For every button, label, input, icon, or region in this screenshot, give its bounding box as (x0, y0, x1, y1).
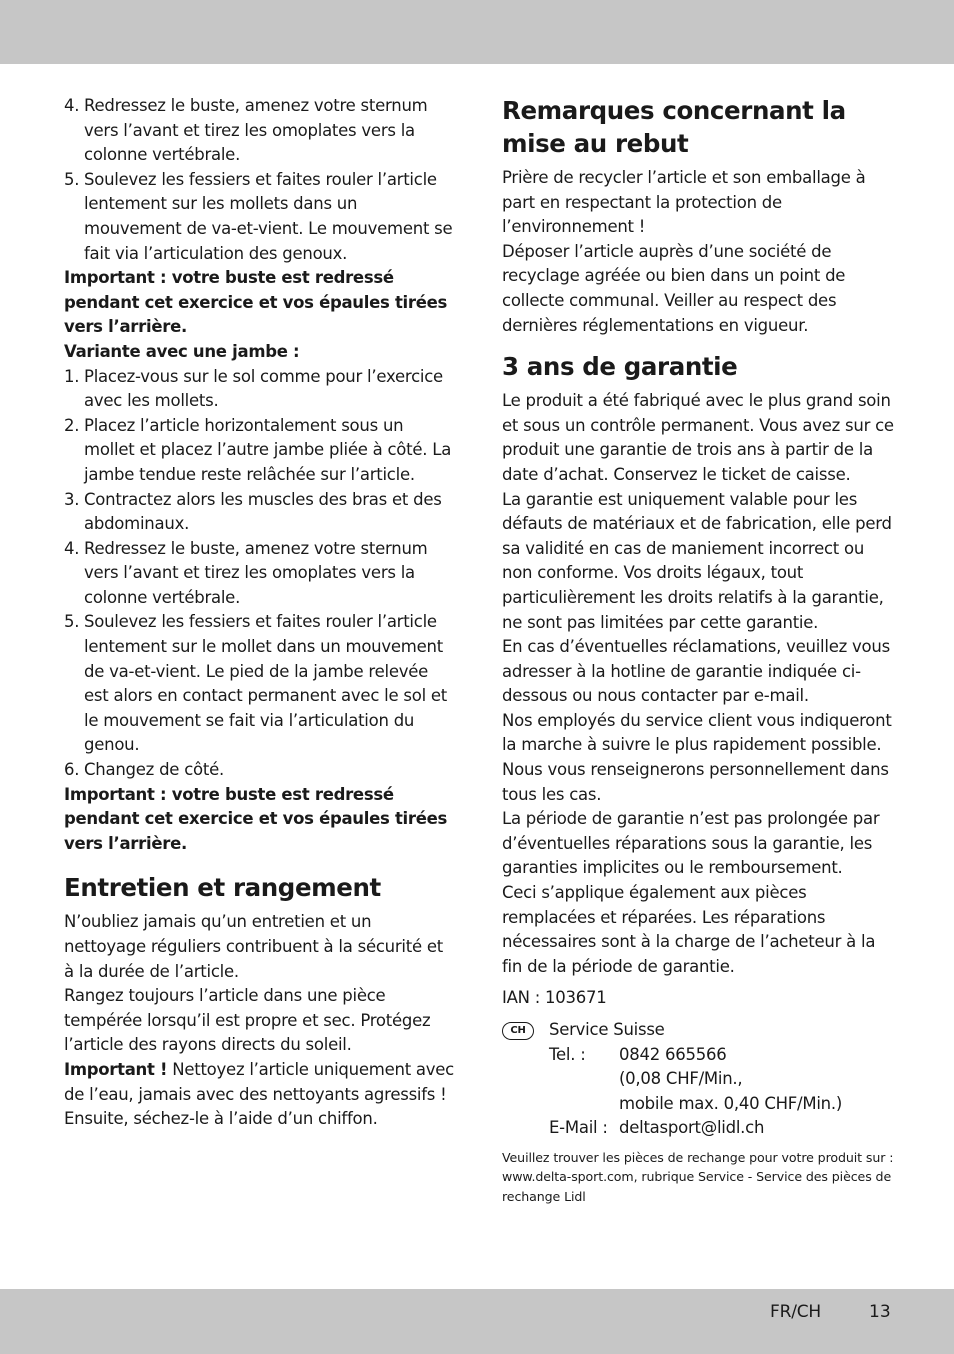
list-item (64, 610, 454, 758)
phone-label: Tel. : (549, 1044, 586, 1064)
paragraph-important (64, 1058, 454, 1132)
paragraph: Rangez toujours l’article dans une pièce tempérée lorsqu’il est propre et sec. Protégez l’article des rayons directs du soleil. (64, 986, 431, 1055)
paragraph: Déposer l’article auprès d’une société de recyclage agréée ou bien dans un point de collecte communal. Veiller au respect des dernières réglementations en vigueur. (502, 241, 846, 335)
section-title-garantie: 3 ans de garantie (502, 352, 738, 382)
step-number: 4. (64, 538, 80, 558)
list-item (64, 488, 454, 537)
email-label: E-Mail : (549, 1118, 608, 1138)
variant-title: Variante avec une jambe : (64, 341, 300, 361)
service-name: Service Suisse (549, 1020, 665, 1039)
important-text: Nettoyez l’article uniquement avec de l’eau, jamais avec des nettoyants agressifs ! Ensuite, séchez-le à l’aide d’un chiffon. (64, 1059, 455, 1129)
step-text: Changez de côté. (84, 760, 224, 780)
list-item (64, 537, 454, 611)
ian-number: IAN : 103671 (502, 988, 607, 1008)
step-number: 2. (64, 415, 80, 435)
step-number: 4. (64, 96, 80, 115)
step-text: Soulevez les fessiers et faites rouler l’article lentement sur le mollet dans un mouvement de va-et-vient. Le pied de la jambe relevée est alors en contact permanent avec le sol et le mouvement se fait via l’articulation du genou. (84, 612, 448, 755)
section-title-rebut: Remarques concernant la mise au rebut (502, 96, 846, 158)
step-number: 1. (64, 366, 80, 386)
step-number: 5. (64, 612, 80, 632)
step-text: Placez-vous sur le sol comme pour l’exercice avec les mollets. (84, 366, 443, 411)
steps-list-a (64, 94, 454, 266)
email-row (549, 1116, 894, 1141)
service-details (549, 1018, 894, 1141)
step-text: Placez l’article horizontalement sous un mollet et placez l’autre jambe pliée à côté. La jambe tendue reste relâchée sur l’article. (84, 415, 452, 484)
steps-list-b (64, 365, 454, 783)
paragraph: La période de garantie n’est pas prolongée par d’éventuelles réparations sous la garantie, les garanties implicites ou le remboursement. (502, 809, 880, 878)
step-text: Soulevez les fessiers et faites rouler l’article lentement sur les mollets dans un mouvement de va-et-vient. Le mouvement se fait via l’articulation des genoux. (84, 169, 453, 263)
phone-rate: (0,08 CHF/Min., (619, 1069, 743, 1089)
paragraph: Ceci s’applique également aux pièces remplacées et réparées. Les réparations nécessaires sont à la charge de l’acheteur à la fin de la période de garantie. (502, 883, 876, 976)
mobile-rate: mobile max. 0,40 CHF/Min.) (619, 1093, 843, 1113)
service-block (502, 1018, 894, 1141)
important-label: Important ! (64, 1059, 168, 1079)
rate-row (549, 1092, 894, 1117)
list-item (64, 365, 454, 414)
list-item (64, 414, 454, 488)
step-number: 6. (64, 760, 80, 780)
page-number: 13 (869, 1302, 891, 1322)
phone-value: 0842 665566 (619, 1044, 727, 1064)
paragraph: N’oubliez jamais qu’un entretien et un nettoyage réguliers contribuent à la sécurité et à la durée de l’article. (64, 912, 443, 981)
section-title-entretien: Entretien et rangement (64, 873, 381, 903)
right-column (502, 94, 894, 1206)
list-item (64, 168, 454, 266)
paragraph: La garantie est uniquement valable pour les défauts de matériaux et de fabrication, elle perd sa validité en cas de maniement incorrect ou non conforme. Vos droits légaux, tout particulièrement les droits relatifs à la garantie, ne sont pas limitées par cette garantie. (502, 489, 892, 632)
phone-row (549, 1043, 894, 1068)
important-note: Important : votre buste est redressé pendant cet exercice et vos épaules tirées vers l’arrière. (64, 268, 448, 337)
important-note: Important : votre buste est redressé pendant cet exercice et vos épaules tirées vers l’arrière. (64, 784, 448, 853)
step-number: 3. (64, 489, 80, 509)
step-text: Redressez le buste, amenez votre sternum vers l’avant et tirez les omoplates vers la colonne vertébrale. (84, 96, 428, 165)
switzerland-badge-icon: CH (502, 1022, 534, 1040)
step-text: Contractez alors les muscles des bras et des abdominaux. (84, 489, 442, 534)
header-band (0, 0, 954, 64)
rate-row (549, 1067, 894, 1092)
footer-language: FR/CH (770, 1302, 821, 1322)
left-column (64, 94, 454, 1132)
list-item (64, 94, 454, 168)
paragraph: Le produit a été fabriqué avec le plus grand soin et sous un contrôle permanent. Vous avez sur ce produit une garantie de trois ans à partir de la date d’achat. Conservez le ticket de caisse. (502, 391, 894, 484)
list-item (64, 758, 454, 783)
email-value[interactable]: deltasport@lidl.ch (619, 1118, 765, 1138)
paragraph: En cas d’éventuelles réclamations, veuillez vous adresser à la hotline de garantie indiquée ci-dessous ou nous contacter par e-mail. (502, 637, 890, 706)
step-text: Redressez le buste, amenez votre sternum vers l’avant et tirez les omoplates vers la colonne vertébrale. (84, 538, 428, 607)
paragraph: Nos employés du service client vous indiqueront la marche à suivre le plus rapidement possible. Nous vous renseignerons personnellement dans tous les cas. (502, 710, 892, 804)
spare-parts-note: Veuillez trouver les pièces de rechange pour votre produit sur : www.delta-sport.com, rubrique Service - Service des pièces de rechange Lidl (502, 1149, 894, 1204)
paragraph: Prière de recycler l’article et son emballage à part en respectant la protection de l’environnement ! (502, 168, 866, 237)
step-number: 5. (64, 169, 80, 189)
